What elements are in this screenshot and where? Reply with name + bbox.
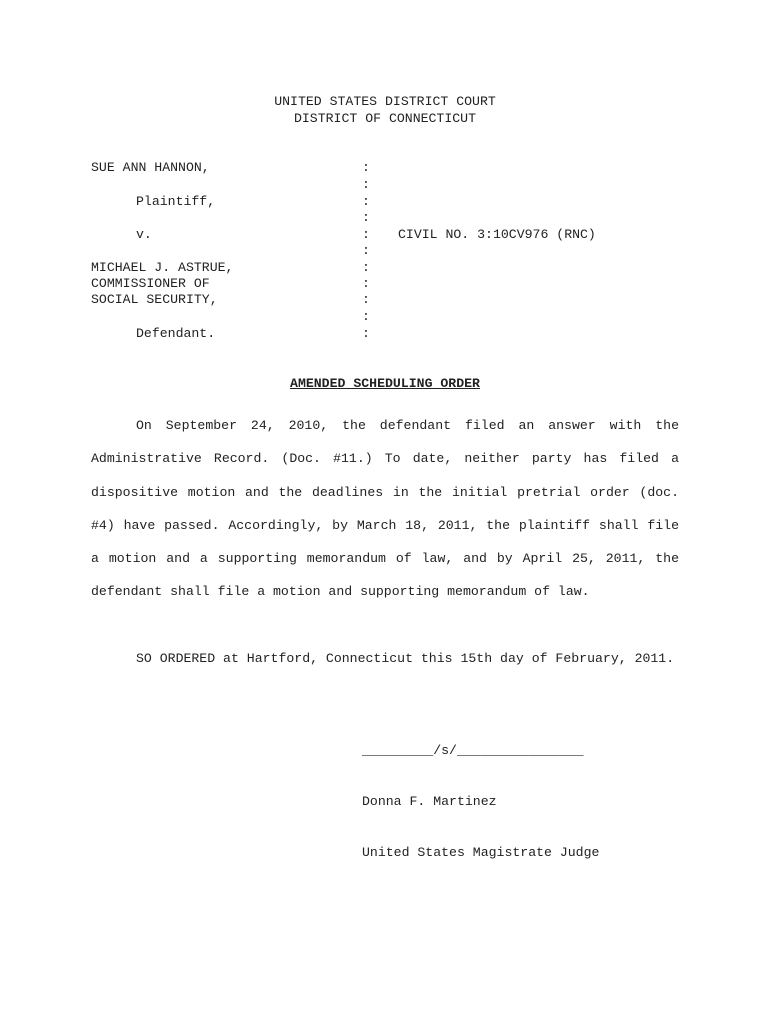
caption-colon: : bbox=[362, 194, 370, 209]
versus-label: v. bbox=[136, 227, 152, 242]
court-header bbox=[0, 94, 770, 127]
civil-case-number: CIVIL NO. 3:10CV976 (RNC) bbox=[398, 227, 596, 242]
caption-colon: : bbox=[362, 210, 370, 225]
caption-colon: : bbox=[362, 177, 370, 192]
order-paragraph-2: SO ORDERED at Hartford, Connecticut this 15th day of February, 2011. bbox=[136, 651, 675, 666]
order-title: AMENDED SCHEDULING ORDER bbox=[290, 376, 480, 391]
caption-colon: : bbox=[362, 309, 370, 324]
defendant-title-line1: COMMISSIONER OF bbox=[91, 276, 210, 291]
caption-colon: : bbox=[362, 326, 370, 341]
defendant-title-line2: SOCIAL SECURITY, bbox=[91, 292, 218, 307]
court-district: DISTRICT OF CONNECTICUT bbox=[293, 110, 477, 126]
plaintiff-name: SUE ANN HANNON, bbox=[91, 160, 210, 175]
caption-colon: : bbox=[362, 227, 370, 242]
caption-colon: : bbox=[362, 276, 370, 291]
signer-name: Donna F. Martinez bbox=[362, 794, 497, 809]
caption-colon: : bbox=[362, 260, 370, 275]
order-paragraph-1: On September 24, 2010, the defendant filed an answer with the Administrative Record. (Doc. #11.) To date, neither party has filed a dispositive motion and the deadlines in the initial pretrial order (doc. #4) have passed. Accordingly, by March 18, 2011, the plaintiff shall file a motion and a supporting memorandum of law, and by April 25, 2011, the defendant shall file a motion and supporting memorandum of law. bbox=[91, 418, 679, 600]
plaintiff-role: Plaintiff, bbox=[136, 194, 216, 209]
caption-colon: : bbox=[362, 292, 370, 307]
caption-colon: : bbox=[362, 160, 370, 175]
signature-block bbox=[362, 708, 599, 895]
caption-colon: : bbox=[362, 243, 370, 258]
defendant-role: Defendant. bbox=[136, 326, 216, 341]
signer-title: United States Magistrate Judge bbox=[362, 845, 600, 860]
signature-line: _________/s/________________ bbox=[362, 743, 584, 758]
court-name: UNITED STATES DISTRICT COURT bbox=[274, 94, 496, 109]
defendant-name: MICHAEL J. ASTRUE, bbox=[91, 260, 234, 275]
